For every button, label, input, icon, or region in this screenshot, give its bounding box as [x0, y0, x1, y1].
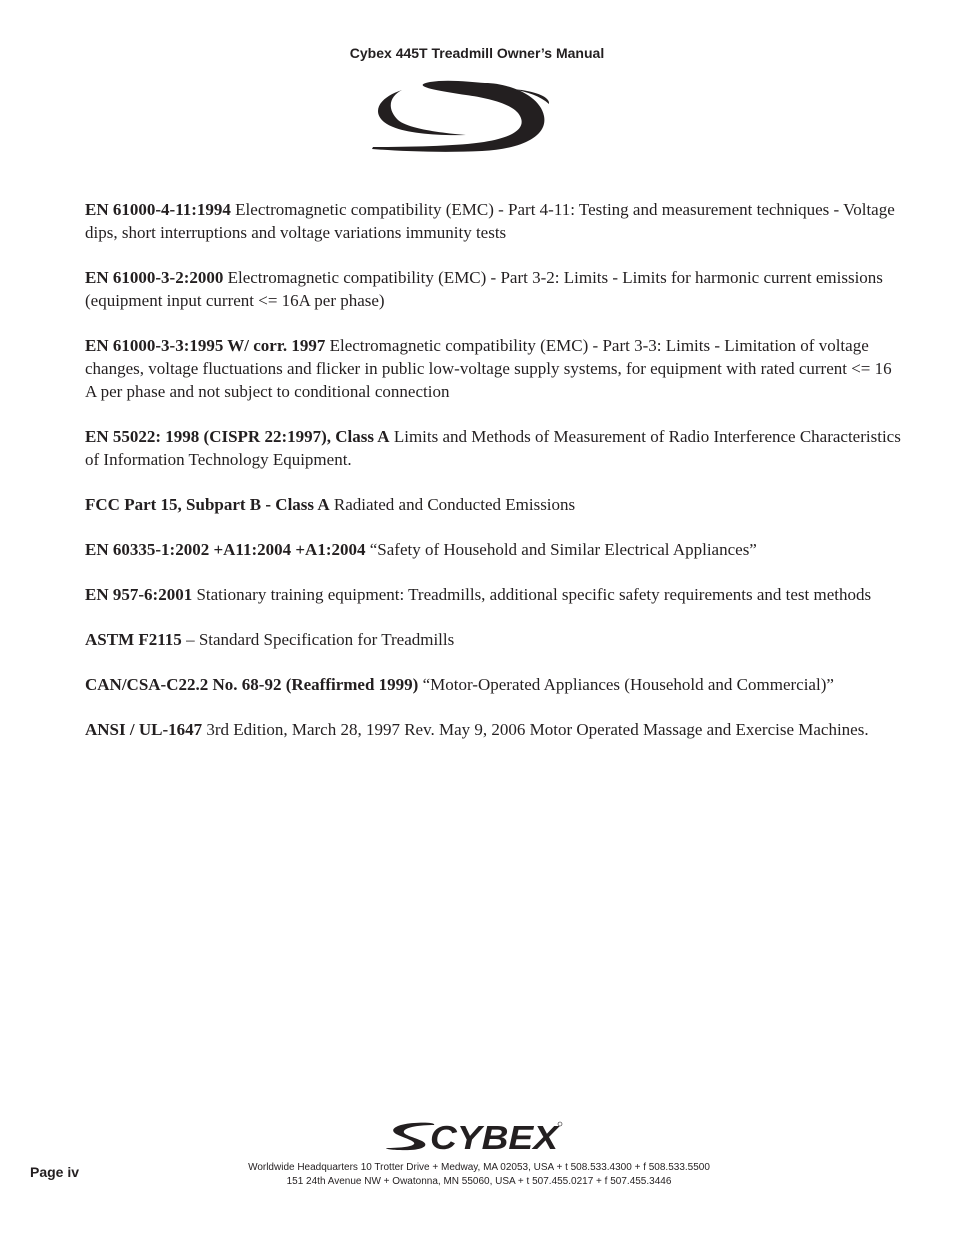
standard-entry	[85, 493, 903, 516]
standard-code: EN 55022: 1998 (CISPR 22:1997), Class A	[85, 427, 390, 446]
standard-entry	[85, 718, 903, 741]
standard-description: “Safety of Household and Similar Electrical Appliances”	[365, 540, 757, 559]
standard-entry	[85, 266, 903, 312]
standard-description: Limits and Methods of Measurement of Radio Interference Characteristics of Information Technology Equipment.	[85, 427, 901, 469]
standard-entry	[85, 583, 903, 606]
cybex-wordmark-logo	[384, 1119, 564, 1153]
address-line-headquarters: Worldwide Headquarters 10 Trotter Drive + Medway, MA 02053, USA + t 508.533.4300 + f 508.533.5500	[248, 1162, 710, 1173]
standard-description: Electromagnetic compatibility (EMC) - Part 3-3: Limits - Limitation of voltage changes, voltage fluctuations and flicker in public low-voltage supply systems, for equipment with rated current <= 16 A per phase and not subject to conditional connection	[85, 336, 892, 401]
standard-description: Electromagnetic compatibility (EMC) - Part 4-11: Testing and measurement techniques - Voltage dips, short interruptions and voltage variations immunity tests	[85, 200, 895, 242]
standard-entry	[85, 334, 903, 403]
address-line-owatonna: 151 24th Avenue NW + Owatonna, MN 55060, USA + t 507.455.0217 + f 507.455.3446	[286, 1176, 672, 1187]
standards-list	[85, 198, 903, 763]
standard-description: – Standard Specification for Treadmills	[181, 630, 455, 649]
standard-description: Radiated and Conducted Emissions	[329, 495, 576, 514]
standard-code: EN 61000-3-3:1995 W/ corr. 1997	[85, 336, 326, 355]
standard-entry	[85, 198, 903, 244]
cybex-wordmark-text: CYBEX	[430, 1119, 561, 1153]
standard-code: ANSI / UL-1647	[85, 720, 203, 739]
standard-code: CAN/CSA-C22.2 No. 68-92 (Reaffirmed 1999)	[85, 675, 419, 694]
standard-entry	[85, 628, 903, 651]
cybex-swoosh-logo	[370, 80, 550, 152]
page-number-label: Page iv	[30, 1164, 80, 1180]
standard-code: EN 61000-3-2:2000	[85, 268, 224, 287]
standard-entry	[85, 425, 903, 471]
company-address	[200, 1161, 758, 1189]
document-header-title: Cybex 445T Treadmill Owner’s Manual	[349, 45, 605, 61]
standard-description: Stationary training equipment: Treadmills, additional specific safety requirements and test methods	[192, 585, 872, 604]
standard-description: 3rd Edition, March 28, 1997 Rev. May 9, 2006 Motor Operated Massage and Exercise Machines.	[202, 720, 869, 739]
standard-entry	[85, 538, 903, 561]
standard-code: EN 61000-4-11:1994	[85, 200, 231, 219]
standard-description: “Motor-Operated Appliances (Household and Commercial)”	[418, 675, 834, 694]
standard-description: Electromagnetic compatibility (EMC) - Part 3-2: Limits - Limits for harmonic current emissions (equipment input current <= 16A per phase)	[85, 268, 883, 310]
standard-code: ASTM F2115	[85, 630, 182, 649]
standard-code: EN 60335-1:2002 +A11:2004 +A1:2004	[85, 540, 366, 559]
standard-code: FCC Part 15, Subpart B - Class A	[85, 495, 330, 514]
standard-entry	[85, 673, 903, 696]
standard-code: EN 957-6:2001	[85, 585, 193, 604]
